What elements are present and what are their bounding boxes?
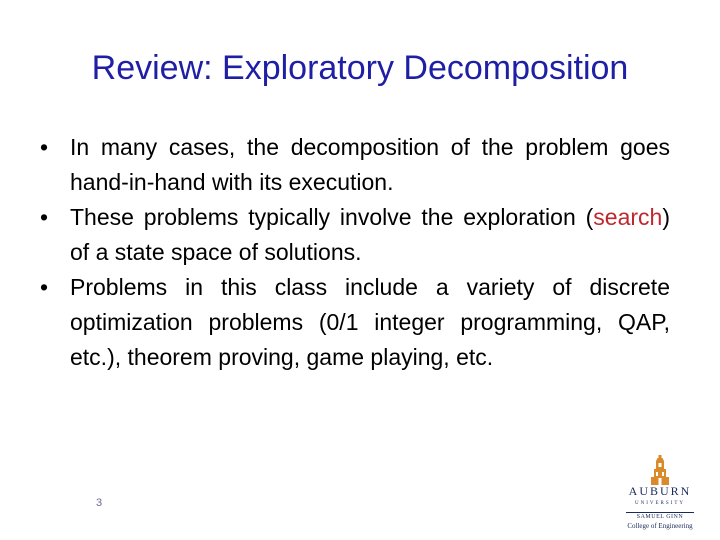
bullet-list — [40, 130, 670, 375]
logo-college-line2: College of Engineering — [627, 522, 693, 530]
page-number: 3 — [96, 497, 103, 509]
bullet-marker: • — [40, 204, 49, 230]
slide-title: Review: Exploratory Decomposition — [91, 49, 629, 87]
logo-college-line1: SAMUEL GINN — [636, 514, 684, 520]
bullet-item — [40, 130, 670, 200]
logo-subtitle: UNIVERSITY — [635, 501, 685, 506]
bullet-text-before: These problems typically involve the exploration ( — [70, 204, 594, 230]
auburn-logo — [612, 455, 708, 533]
tower-icon — [650, 455, 670, 485]
bullet-marker: • — [40, 274, 49, 300]
bullet-marker: • — [40, 134, 49, 160]
logo-divider — [626, 512, 694, 513]
bullet-text — [70, 204, 670, 265]
bullet-text: Problems in this class include a variety of discrete optimization problems (0/1 integer programming, QAP, etc.), theorem proving, game playing, etc. — [70, 274, 670, 370]
highlighted-term: search — [593, 204, 663, 230]
bullet-item — [40, 200, 670, 270]
logo-name: AUBURN — [628, 484, 692, 498]
bullet-item — [40, 270, 670, 375]
bullet-text: In many cases, the decomposition of the problem goes hand-in-hand with its execution. — [70, 134, 670, 195]
bullet-text-after: ) of a state space of solutions. — [70, 204, 670, 265]
